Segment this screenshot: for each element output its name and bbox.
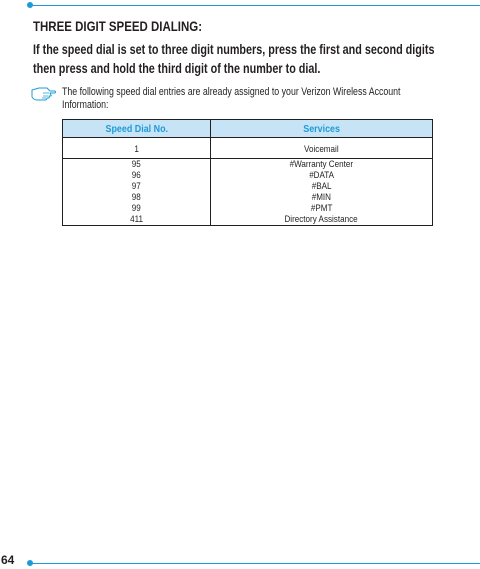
- table-row: [63, 203, 433, 214]
- speed-dial-table: [62, 119, 433, 226]
- page-number: 64: [1, 553, 15, 567]
- section-heading: THREE DIGIT SPEED DIALING:: [33, 18, 203, 34]
- table-row: [63, 181, 433, 192]
- note-line-2: Information:: [62, 99, 109, 111]
- table-row: [63, 214, 433, 226]
- service-name: #PMT: [211, 203, 433, 214]
- table-row: [63, 138, 433, 159]
- intro-line-1: If the speed dial is set to three digit numbers, press the first and second digits: [33, 42, 435, 57]
- service-name: #Warranty Center: [211, 159, 433, 171]
- note-hand-icon: [31, 86, 57, 102]
- note-line-1: The following speed dial entries are already assigned to your Verizon Wireless Account: [62, 86, 401, 98]
- header-speed-dial-no: Speed Dial No.: [63, 120, 211, 138]
- speed-dial-number: 97: [63, 181, 211, 192]
- speed-dial-number: 98: [63, 192, 211, 203]
- top-rule: [30, 5, 480, 6]
- top-rule-dot: [27, 2, 33, 8]
- service-name: #DATA: [211, 170, 433, 181]
- speed-dial-number: 95: [63, 159, 211, 171]
- bottom-rule-dot: [27, 560, 33, 566]
- bottom-rule: [30, 563, 480, 564]
- service-name: #BAL: [211, 181, 433, 192]
- table-header-row: [63, 120, 433, 138]
- header-services: Services: [211, 120, 433, 138]
- speed-dial-number: 96: [63, 170, 211, 181]
- table-row: [63, 192, 433, 203]
- service-name: #MIN: [211, 192, 433, 203]
- service-name: Directory Assistance: [211, 214, 433, 226]
- note-text: [62, 86, 430, 112]
- intro-line-2: then press and hold the third digit of the number to dial.: [33, 61, 321, 76]
- table-row: [63, 159, 433, 171]
- speed-dial-number: 99: [63, 203, 211, 214]
- intro-text: [33, 40, 433, 78]
- service-name: Voicemail: [211, 138, 433, 159]
- speed-dial-number: 1: [63, 138, 211, 159]
- table-row: [63, 170, 433, 181]
- speed-dial-number: 411: [63, 214, 211, 226]
